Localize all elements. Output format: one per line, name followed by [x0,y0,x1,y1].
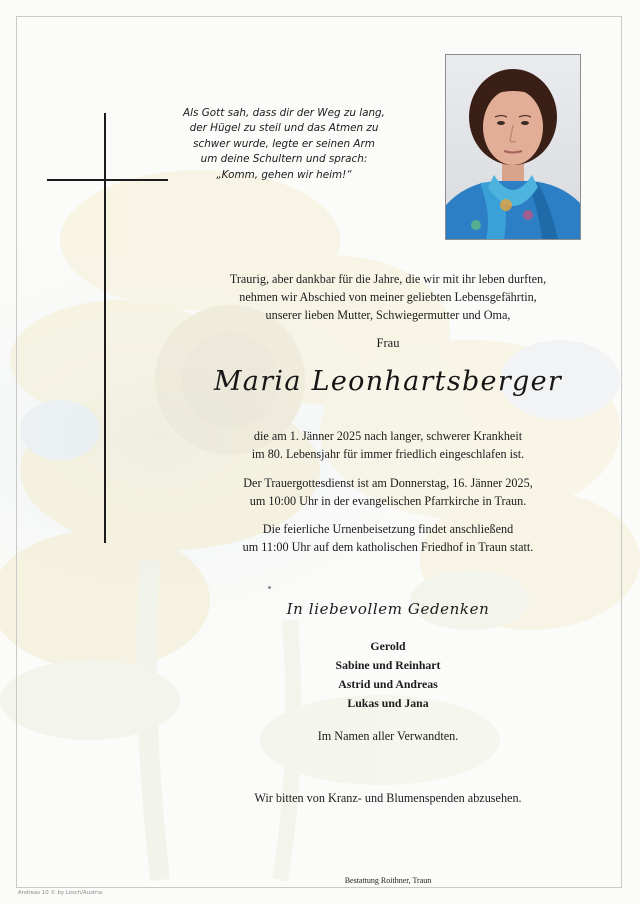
cross-icon-vertical [104,113,106,543]
urn-burial [170,520,606,556]
intro-line: nehmen wir Abschied von meiner geliebten Lebensgefährtin, [239,290,537,304]
urn-line: Die feierliche Urnenbeisetzung findet anschließend [262,522,514,536]
mourner-name: Gerold [370,639,406,653]
mourner-name: Astrid und Andreas [338,677,438,691]
mourner-name: Lukas und Jana [347,696,429,710]
intro-line: unserer lieben Mutter, Schwiegermutter und Oma, [265,308,511,322]
footer-code: Andreas 10 © by Lösch/Austria [18,890,103,896]
cross-icon-horizontal [47,179,168,181]
decorative-dot [268,586,271,589]
undertaker-name: Bestattung Roithner, Traun [344,876,432,885]
service-line: um 10:00 Uhr in der evangelischen Pfarrkirche in Traun. [249,494,527,508]
portrait-photo [445,54,581,240]
memorial-quote [176,106,392,183]
quote-line: der Hügel zu steil und das Atmen zu [189,122,379,135]
relatives-note: Im Namen aller Verwandten. [317,729,459,743]
in-memory-heading: In liebevollem Gedenken [286,600,490,618]
quote-line: „Komm, gehen wir heim!“ [216,168,352,181]
title-word: Frau [376,336,400,350]
mourner-name: Sabine und Reinhart [335,658,441,672]
death-notice-line: die am 1. Jänner 2025 nach langer, schwerer Krankheit [253,429,523,443]
quote-line: schwer wurde, legte er seinen Arm [193,137,375,150]
intro-line: Traurig, aber dankbar für die Jahre, die wir mit ihr leben durften, [229,272,547,286]
service-line: Der Trauergottesdienst ist am Donnerstag, 16. Jänner 2025, [243,476,533,490]
intro-text [170,270,606,324]
quote-line: um deine Schultern und sprach: [200,153,368,166]
quote-line: Als Gott sah, dass dir der Weg zu lang, [183,107,385,119]
death-notice-line: im 80. Lebensjahr für immer friedlich eingeschlafen ist. [251,447,525,461]
death-notice [170,427,606,463]
mourners-list [170,637,606,713]
urn-line: um 11:00 Uhr auf dem katholischen Friedhof in Traun statt. [242,540,534,554]
funeral-service [170,474,606,510]
deceased-name: Maria Leonhartsberger [213,366,563,397]
flowers-request: Wir bitten von Kranz- und Blumenspenden abzusehen. [254,791,522,805]
